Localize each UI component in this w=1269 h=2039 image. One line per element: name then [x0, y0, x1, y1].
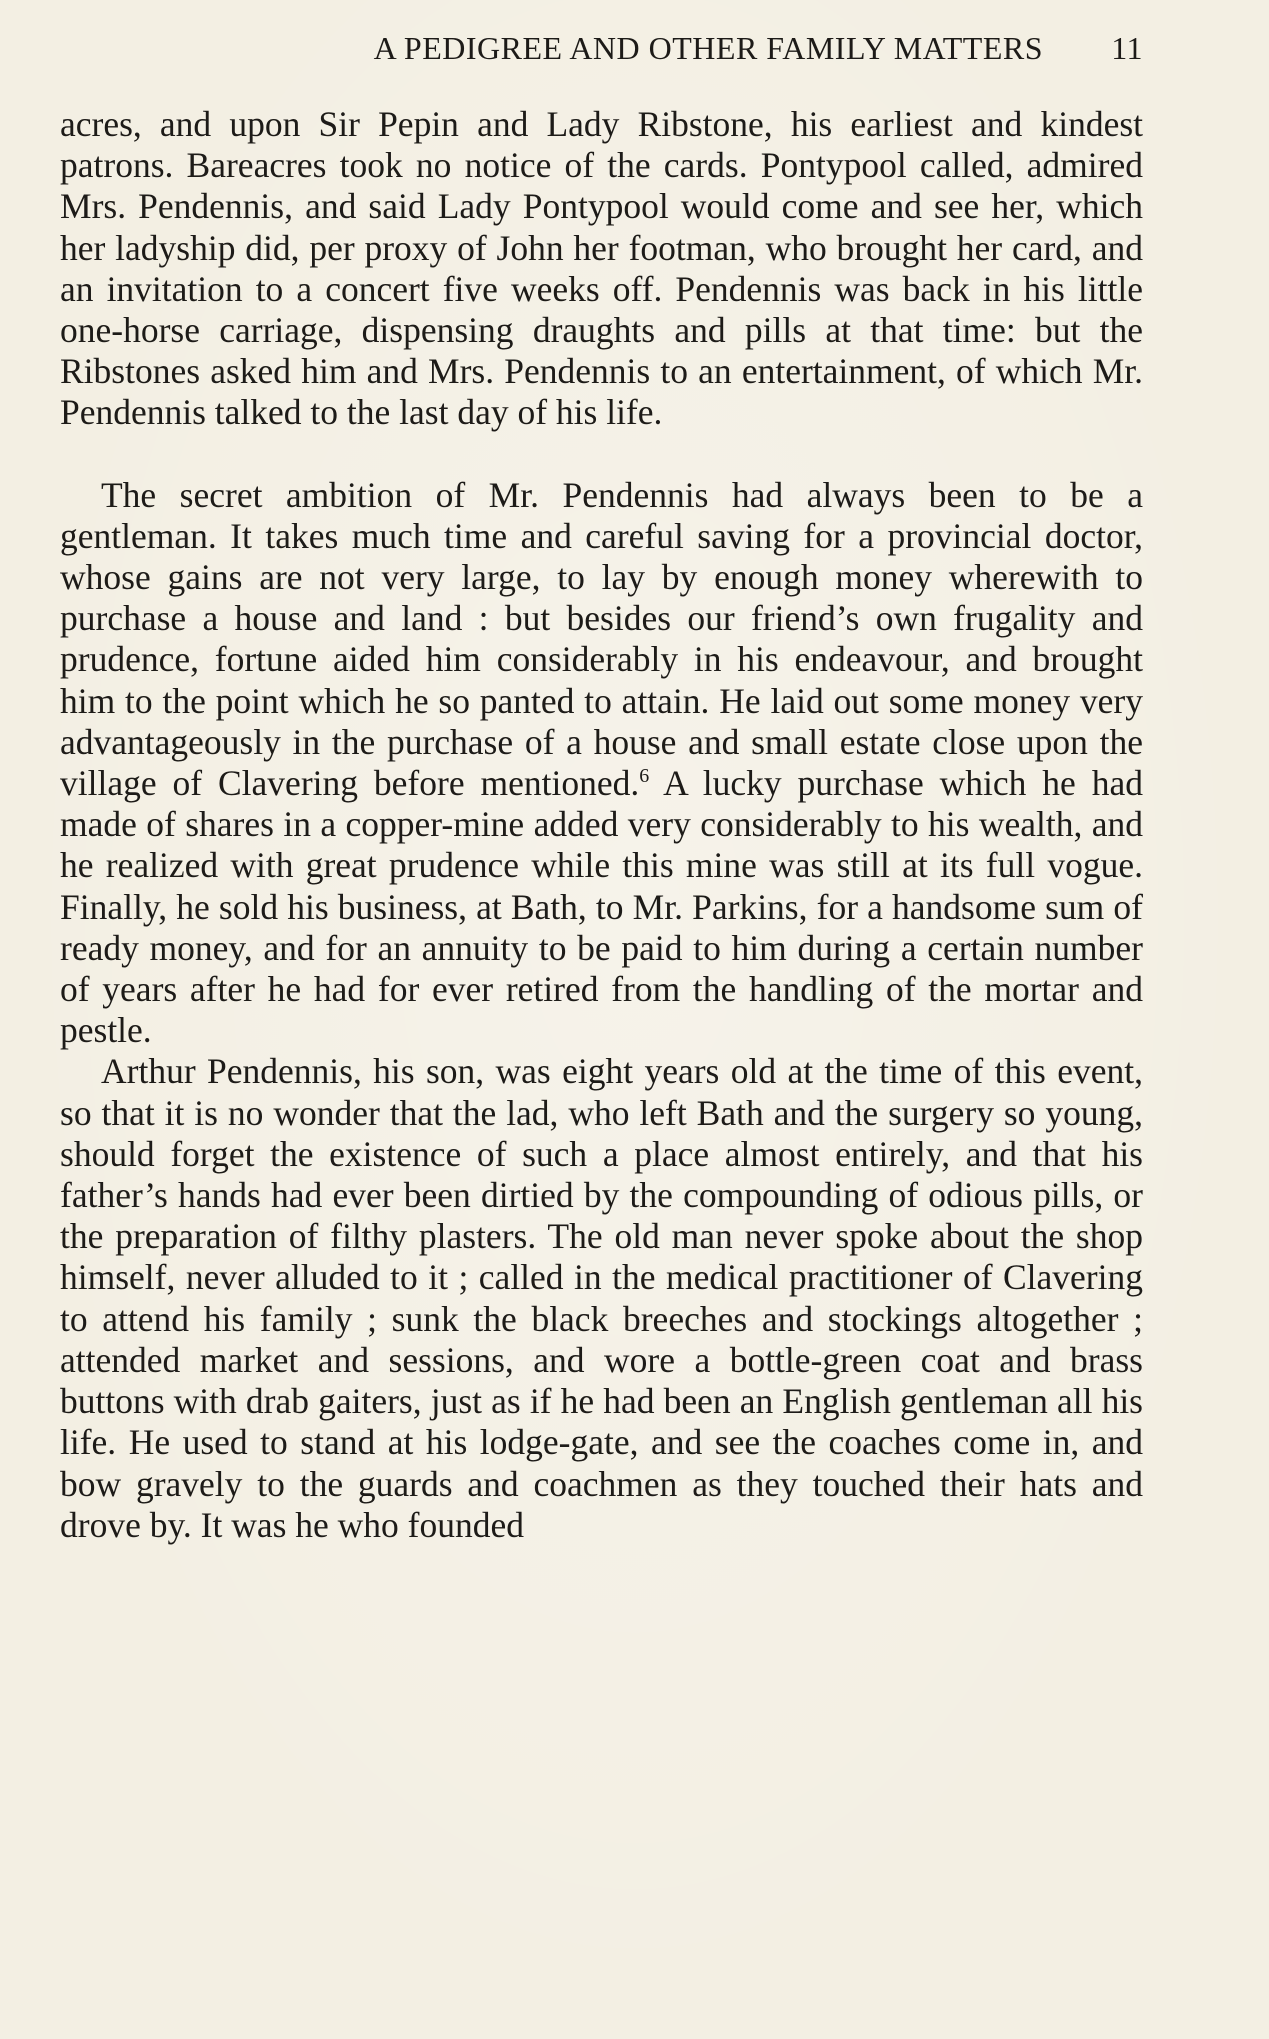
paragraph-secret-ambition: [60, 475, 1143, 1052]
running-head: [60, 30, 1143, 74]
paragraph-continued: acres, and upon Sir Pepin and Lady Ribstone, his earliest and kindest patrons. Bareacres took no notice of the cards. Pontypool called, admired Mrs. Pendennis, and said Lady Pontypool would come and see her, which her ladyship did, per proxy of John her footman, who brought her card, and an invitation to a concert five weeks off. Pendennis was back in his little one-horse carriage, dispensing draughts and pills at that time: but the Ribstones asked him and Mrs. Pendennis to an entertainment, of which Mr. Pendennis talked to the last day of his life.: [60, 104, 1143, 433]
body-text: [60, 104, 1143, 1546]
paragraph-arthur-pendennis: Arthur Pendennis, his son, was eight years old at the time of this event, so that it is no wonder that the lad, who left Bath and the surgery so young, should forget the existence of such a place almost entirely, and that his father’s hands had ever been dirtied by the compounding of odious pills, or the preparation of filthy plasters. The old man never spoke about the shop himself, never alluded to it ; called in the medical practitioner of Clavering to attend his family ; sunk the black breeches and stockings altogether ; attended market and sessions, and wore a bottle-green coat and brass buttons with drab gaiters, just as if he had been an English gentleman all his life. He used to stand at his lodge-gate, and see the coaches come in, and bow gravely to the guards and coachmen as they touched their hats and drove by. It was he who founded: [60, 1051, 1143, 1545]
paragraph-text-continued: A lucky purchase which he had made of shares in a copper-mine added very considerably to his wealth, and he realized with great prudence while this mine was still at its full vogue. Finally, he sold his business, at Bath, to Mr. Parkins, for a handsome sum of ready money, and for an annuity to be paid to him during a certain number of years after he had for ever retired from the handling of the mortar and pestle.: [60, 763, 1143, 1051]
running-title: A PEDIGREE AND OTHER FAMILY MATTERS: [373, 30, 1043, 66]
paragraph-text: The secret ambition of Mr. Pendennis had always been to be a gentleman. It takes much time and careful saving for a provincial doctor, whose gains are not very large, to lay by enough money wherewith to purchase a house and land : but besides our friend’s own frugality and prudence, fortune aided him considerably in his endeavour, and brought him to the point which he so panted to attain. He laid out some money very advantageously in the purchase of a house and small estate close upon the village of Clavering before mentioned.: [60, 474, 1143, 804]
page-number: 11: [1111, 30, 1143, 66]
footnote-reference: 6: [639, 765, 650, 788]
